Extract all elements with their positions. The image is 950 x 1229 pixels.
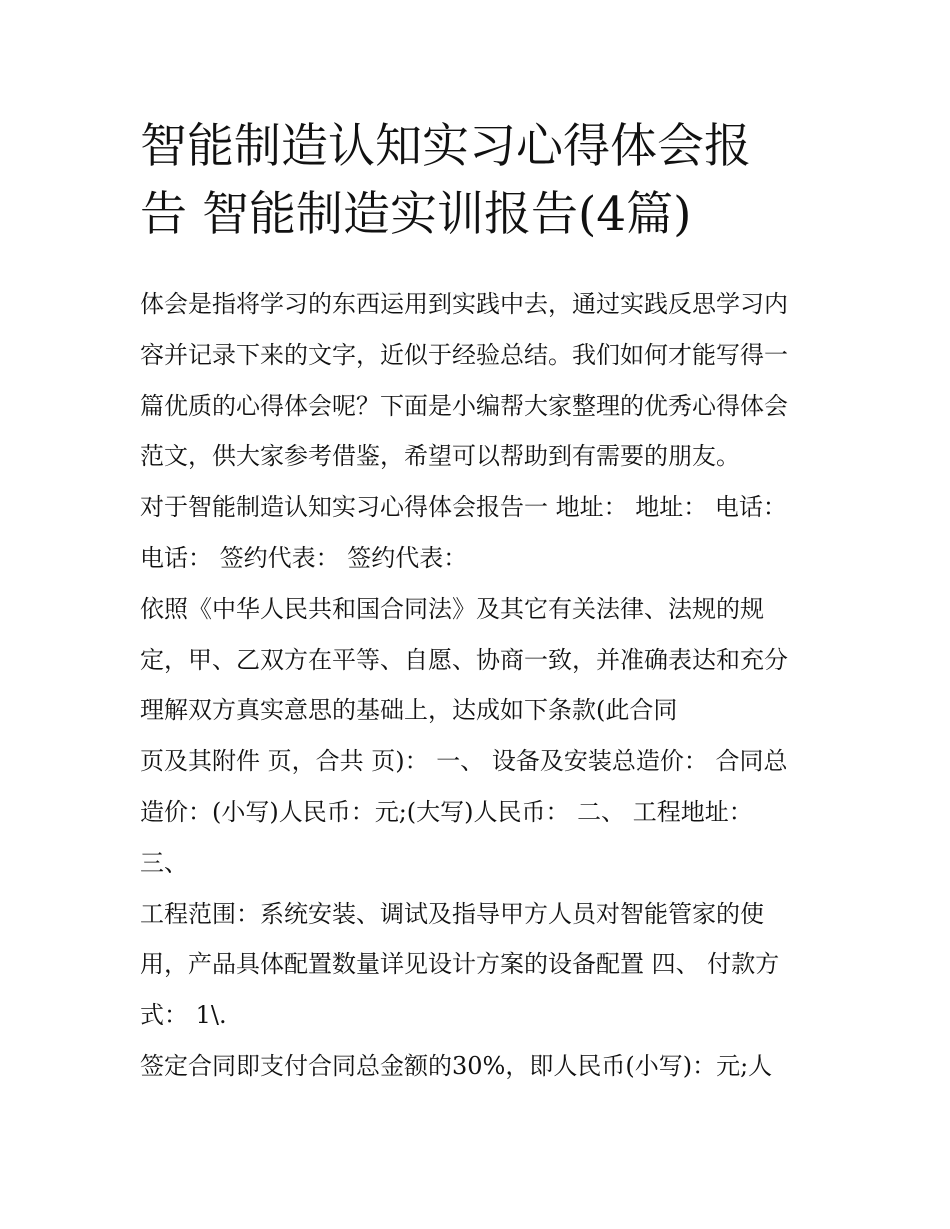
- text-line: 式： 1\.: [140, 1001, 227, 1030]
- text-line: 签定合同即支付合同总金额的30%，即人民币(小写)：元;人: [140, 1051, 773, 1080]
- text-line: 篇优质的心得体会呢？下面是小编帮大家整理的优秀心得体会: [140, 391, 788, 420]
- title-line: 智能制造认知实习心得体会报: [140, 119, 751, 174]
- title-line: 告 智能制造实训报告(4篇): [140, 187, 692, 242]
- text-line: 体会是指将学习的东西运用到实践中去，通过实践反思学习内: [140, 290, 788, 318]
- text-line: 定，甲、乙双方在平等、自愿、协商一致，并准确表达和充分: [140, 645, 788, 674]
- legal-basis-paragraph: [140, 584, 820, 736]
- text-line: 对于智能制造认知实习心得体会报告一 地址： 地址： 电话：: [140, 493, 787, 522]
- document-body: [140, 279, 820, 1092]
- text-line: 造价：(小写)人民币：元;(大写)人民币： 二、 工程地址：: [140, 797, 753, 826]
- text-line: 范文，供大家参考借鉴，希望可以帮助到有需要的朋友。: [140, 442, 740, 471]
- intro-paragraph: [140, 279, 820, 482]
- text-line: 页及其附件 页，合共 页)： 一、 设备及安装总造价： 合同总: [140, 747, 788, 776]
- text-line: 工程范围：系统安装、调试及指导甲方人员对智能管家的使: [140, 899, 764, 928]
- price-paragraph: [140, 736, 820, 888]
- text-line: 三、: [140, 848, 188, 877]
- contact-paragraph: [140, 482, 820, 584]
- text-line: 依照《中华人民共和国合同法》及其它有关法律、法规的规: [140, 594, 764, 623]
- text-line: 理解双方真实意思的基础上，达成如下条款(此合同: [140, 696, 678, 725]
- scope-paragraph: [140, 889, 820, 1041]
- document-title: [140, 113, 820, 249]
- text-line: 电话： 签约代表： 签约代表：: [140, 543, 468, 572]
- text-line: 容并记录下来的文字，近似于经验总结。我们如何才能写得一: [140, 340, 788, 369]
- text-line: 用，产品具体配置数量详见设计方案的设备配置 四、 付款方: [140, 950, 780, 979]
- payment-paragraph: [140, 1041, 820, 1092]
